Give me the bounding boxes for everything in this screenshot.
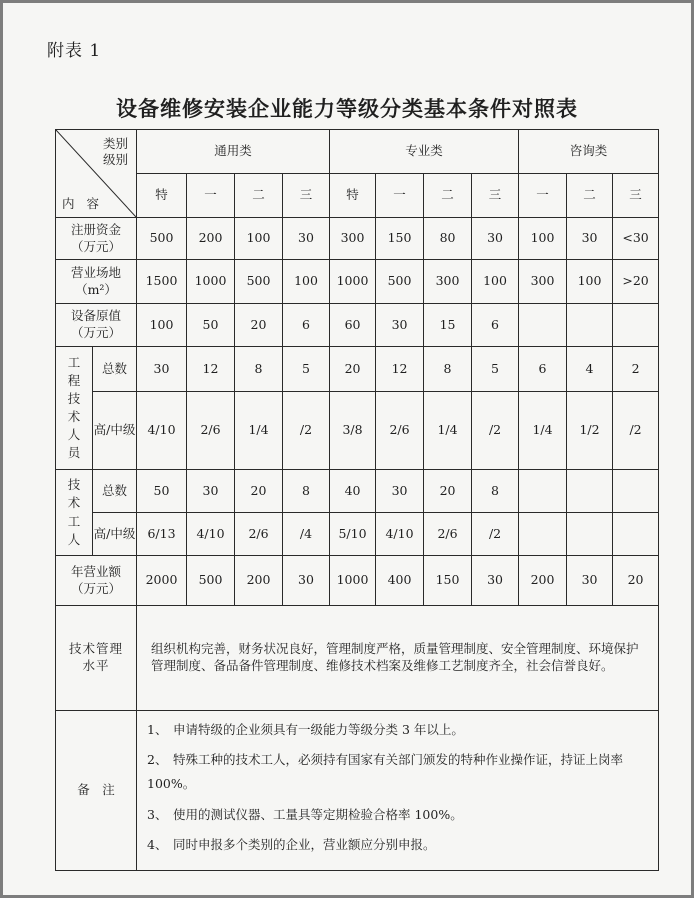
- value-cell: 500: [137, 218, 187, 260]
- value-cell: 40: [330, 470, 376, 513]
- level-cell: 二: [424, 174, 472, 218]
- value-cell: [567, 304, 613, 347]
- level-cell: 一: [519, 174, 567, 218]
- value-cell: 300: [424, 260, 472, 304]
- value-cell: 2/6: [424, 513, 472, 556]
- header-row-categories: [56, 130, 659, 174]
- value-cell: 30: [567, 218, 613, 260]
- value-cell: 6: [519, 347, 567, 392]
- value-cell: 12: [376, 347, 424, 392]
- comparison-table: [55, 129, 659, 871]
- row-label: 技术管理 水平: [56, 606, 137, 711]
- level-cell: 二: [567, 174, 613, 218]
- value-cell: 4: [567, 347, 613, 392]
- level-cell: 特: [137, 174, 187, 218]
- value-cell: 100: [567, 260, 613, 304]
- value-cell: 2/6: [235, 513, 283, 556]
- value-cell: [567, 513, 613, 556]
- value-cell: 6/13: [137, 513, 187, 556]
- value-cell: [519, 304, 567, 347]
- value-cell: 1000: [330, 260, 376, 304]
- level-cell: 一: [187, 174, 235, 218]
- value-cell: 100: [235, 218, 283, 260]
- value-cell: 4/10: [137, 392, 187, 470]
- sub-label: 高/中级: [93, 392, 137, 470]
- value-cell: 6: [283, 304, 330, 347]
- row-label: 设备原值 （万元）: [56, 304, 137, 347]
- level-cell: 特: [330, 174, 376, 218]
- sub-label: 总数: [93, 347, 137, 392]
- row-engineers-senior: [56, 392, 659, 470]
- value-cell: /2: [613, 392, 659, 470]
- row-label: 年营业额 （万元）: [56, 556, 137, 606]
- row-label: 营业场地 （m²）: [56, 260, 137, 304]
- value-cell: 150: [376, 218, 424, 260]
- value-cell: 30: [137, 347, 187, 392]
- value-cell: 4/10: [187, 513, 235, 556]
- remark-item: 3、 使用的测试仪器、工量具等定期检验合格率 100%。: [147, 806, 463, 822]
- value-cell: 20: [235, 304, 283, 347]
- sub-label: 高/中级: [93, 513, 137, 556]
- value-cell: 30: [283, 556, 330, 606]
- value-cell: 2/6: [187, 392, 235, 470]
- level-cell: 三: [613, 174, 659, 218]
- value-cell: 300: [330, 218, 376, 260]
- value-cell: 2000: [137, 556, 187, 606]
- row-registered-capital: [56, 218, 659, 260]
- value-cell: 1500: [137, 260, 187, 304]
- value-cell: [567, 470, 613, 513]
- type-label: 类别: [102, 136, 128, 151]
- value-cell: 1/4: [424, 392, 472, 470]
- value-cell: 20: [424, 470, 472, 513]
- value-cell: [613, 470, 659, 513]
- row-workers-total: [56, 470, 659, 513]
- value-cell: <30: [613, 218, 659, 260]
- document-title: 设备维修安装企业能力等级分类基本条件对照表: [116, 97, 578, 121]
- value-cell: 1/2: [567, 392, 613, 470]
- value-cell: 200: [187, 218, 235, 260]
- value-cell: 50: [187, 304, 235, 347]
- value-cell: /4: [283, 513, 330, 556]
- value-cell: 100: [519, 218, 567, 260]
- value-cell: 4/10: [376, 513, 424, 556]
- row-business-site: [56, 260, 659, 304]
- value-cell: 20: [613, 556, 659, 606]
- value-cell: 30: [376, 470, 424, 513]
- value-cell: [613, 304, 659, 347]
- value-cell: 1000: [330, 556, 376, 606]
- value-cell: 60: [330, 304, 376, 347]
- category-special: 专业类: [330, 130, 519, 174]
- level-cell: 二: [235, 174, 283, 218]
- value-cell: 300: [519, 260, 567, 304]
- value-cell: /2: [283, 392, 330, 470]
- value-cell: 80: [424, 218, 472, 260]
- value-cell: 500: [187, 556, 235, 606]
- value-cell: 30: [472, 556, 519, 606]
- sub-label: 总数: [93, 470, 137, 513]
- workers-group-label: 技术工人: [56, 470, 93, 556]
- level-label: 级别: [102, 152, 128, 168]
- value-cell: 8: [472, 470, 519, 513]
- value-cell: 100: [472, 260, 519, 304]
- value-cell: 30: [472, 218, 519, 260]
- remarks-label: 备 注: [56, 711, 137, 871]
- value-cell: 30: [187, 470, 235, 513]
- value-cell: 5: [283, 347, 330, 392]
- value-cell: [519, 470, 567, 513]
- appendix-label: 附表 1: [47, 41, 102, 61]
- value-cell: 1/4: [519, 392, 567, 470]
- value-cell: 200: [519, 556, 567, 606]
- value-cell: 8: [283, 470, 330, 513]
- value-cell: 500: [235, 260, 283, 304]
- row-management-level: [56, 606, 659, 711]
- value-cell: [519, 513, 567, 556]
- value-cell: 3/8: [330, 392, 376, 470]
- value-cell: [613, 513, 659, 556]
- remark-item: 1、 申请特级的企业须具有一级能力等级分类 3 年以上。: [147, 721, 464, 737]
- value-cell: 30: [567, 556, 613, 606]
- value-cell: 20: [330, 347, 376, 392]
- value-cell: 1000: [187, 260, 235, 304]
- value-cell: /2: [472, 513, 519, 556]
- value-cell: /2: [472, 392, 519, 470]
- category-consult: 咨询类: [519, 130, 659, 174]
- engineers-group-label: 工程技术人员: [56, 347, 93, 470]
- row-workers-senior: [56, 513, 659, 556]
- diagonal-header-cell: [56, 130, 137, 218]
- document-page: [3, 3, 691, 895]
- value-cell: >20: [613, 260, 659, 304]
- level-cell: 一: [376, 174, 424, 218]
- level-cell: 三: [472, 174, 519, 218]
- remark-item: 2、 特殊工种的技术工人，必须持有国家有关部门颁发的特种作业操作证，持证上岗率 100%。: [147, 751, 624, 792]
- value-cell: 30: [376, 304, 424, 347]
- row-remarks: [56, 711, 659, 871]
- value-cell: 15: [424, 304, 472, 347]
- value-cell: 12: [187, 347, 235, 392]
- management-description: 组织机构完善，财务状况良好，管理制度严格，质量管理制度、安全管理制度、环境保护管理制度、备品备件管理制度、维修技术档案及维修工艺制度齐全，社会信誉良好。: [137, 606, 659, 711]
- value-cell: 100: [137, 304, 187, 347]
- value-cell: 50: [137, 470, 187, 513]
- remarks-list: [137, 711, 659, 871]
- row-annual-revenue: [56, 556, 659, 606]
- value-cell: 2: [613, 347, 659, 392]
- row-equipment-value: [56, 304, 659, 347]
- value-cell: 2/6: [376, 392, 424, 470]
- row-label: 注册资金 （万元）: [56, 218, 137, 260]
- value-cell: 1/4: [235, 392, 283, 470]
- value-cell: 6: [472, 304, 519, 347]
- value-cell: 8: [235, 347, 283, 392]
- value-cell: 8: [424, 347, 472, 392]
- value-cell: 100: [283, 260, 330, 304]
- content-label: 内 容: [62, 196, 103, 212]
- value-cell: 500: [376, 260, 424, 304]
- value-cell: 5/10: [330, 513, 376, 556]
- category-general: 通用类: [137, 130, 330, 174]
- row-engineers-total: [56, 347, 659, 392]
- value-cell: 150: [424, 556, 472, 606]
- value-cell: 30: [283, 218, 330, 260]
- value-cell: 200: [235, 556, 283, 606]
- header-row-levels: [56, 174, 659, 218]
- value-cell: 5: [472, 347, 519, 392]
- value-cell: 400: [376, 556, 424, 606]
- value-cell: 20: [235, 470, 283, 513]
- remark-item: 4、 同时申报多个类别的企业，营业额应分别申报。: [147, 837, 436, 853]
- level-cell: 三: [283, 174, 330, 218]
